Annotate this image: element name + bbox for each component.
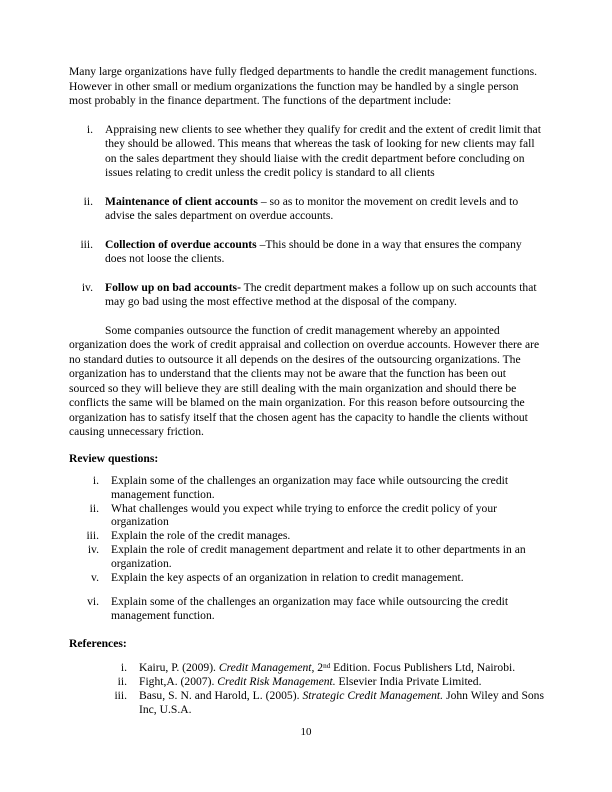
- list-item-text: [105, 238, 544, 267]
- review-questions-heading: Review questions:: [69, 451, 159, 465]
- list-numeral: iii.: [114, 689, 127, 703]
- references-list: [105, 661, 544, 717]
- list-numeral: vi.: [87, 595, 99, 609]
- reference-publisher: John Wiley and Sons Inc, U.S.A.: [139, 689, 544, 717]
- list-item: [75, 474, 544, 502]
- list-numeral: ii.: [89, 501, 99, 515]
- list-item: [69, 281, 544, 310]
- list-item-body: The credit department makes a follow up on such accounts that may go bad using the most effective method at the disposal of the company.: [105, 280, 537, 308]
- page-content: [69, 65, 544, 717]
- list-item-text: Explain the key aspects of an organization in relation to credit management.: [111, 570, 464, 584]
- list-item: [75, 543, 544, 571]
- intro-paragraph: Many large organizations have fully fledged departments to handle the credit management functions. However in other small or medium organizations the function may be handled by a single person most probably in the finance department. The functions of the department include:: [69, 65, 538, 107]
- list-numeral: iii.: [86, 529, 99, 543]
- reference-item: [105, 661, 544, 675]
- list-item: [69, 195, 544, 224]
- list-item-body: Appraising new clients to see whether they qualify for credit and the extent of credit limit that they should be allowed. This means that whereas the task of looking for new clients may fall on the sales department they should liaise with the credit department before concluding on issues relating to credit unless the credit policy is standard to all clients: [105, 122, 541, 179]
- spacer: [69, 651, 544, 661]
- review-questions-list: [75, 474, 544, 623]
- reference-edition-number: 2: [314, 661, 324, 675]
- list-numeral: i.: [92, 474, 99, 487]
- outsourcing-paragraph: Some companies outsource the function of credit management whereby an appointed organization does the work of credit appraisal and collection on overdue accounts. However there are no standard duties to outsource it all depends on the desires of the outsourcing organizations. The organization has to understand that the clients may not be aware that the function has been out sourced so they will believe they are still dealing with the main organization and should there be conflicts the same will be blamed on the main organization. For this reason before outsourcing the organization has to satisfy itself that the chosen agent has the capacity to handle the clients without causing unnecessary friction.: [69, 323, 540, 438]
- list-numeral: i.: [86, 122, 93, 136]
- list-item-text: Explain the role of credit management department and relate it to other departments in an organization.: [111, 542, 526, 570]
- list-item: [75, 595, 544, 623]
- reference-author: Kairu, P. (2009).: [139, 661, 219, 675]
- list-item-text: Explain the role of the credit manages.: [111, 529, 291, 543]
- reference-author: Fight,A. (2007).: [139, 675, 218, 689]
- list-numeral: i.: [120, 661, 127, 675]
- list-numeral: ii.: [83, 194, 93, 208]
- list-item-term: Follow up on bad accounts-: [105, 280, 241, 294]
- reference-title: Credit Management,: [218, 661, 315, 675]
- list-numeral: v.: [91, 570, 99, 584]
- list-numeral: iv.: [81, 280, 93, 294]
- reference-title: Strategic Credit Management.: [302, 689, 444, 703]
- spacer: [69, 109, 544, 123]
- list-item-body: – so as to monitor the movement on credit levels and to advise the sales department on overdue accounts.: [105, 194, 519, 222]
- reference-title: Credit Risk Management.: [217, 675, 336, 689]
- list-item: [75, 502, 544, 530]
- list-item-text: [105, 123, 544, 181]
- list-numeral: iii.: [80, 237, 93, 251]
- list-item: [75, 529, 544, 543]
- spacer: [69, 440, 544, 452]
- list-item-text: [105, 195, 544, 224]
- reference-author: Basu, S. N. and Harold, L. (2005).: [139, 689, 303, 703]
- list-numeral: iv.: [87, 542, 99, 556]
- list-item-term: Maintenance of client accounts: [105, 194, 258, 208]
- list-item-body: –This should be done in a way that ensures the company does not loose the clients.: [105, 237, 522, 265]
- page-number: 10: [300, 726, 312, 738]
- functions-list: [69, 123, 544, 310]
- list-item-term: Collection of overdue accounts: [105, 237, 257, 251]
- references-heading: References:: [69, 636, 127, 650]
- list-item-text: Explain some of the challenges an organization may face while outsourcing the credit management function.: [111, 595, 509, 623]
- reference-text: [139, 689, 544, 717]
- spacer: [69, 310, 544, 324]
- spacer: [69, 623, 544, 637]
- spacer: [69, 466, 544, 474]
- reference-publisher: Elsevier India Private Limited.: [335, 675, 482, 689]
- list-item-text: [105, 281, 544, 310]
- reference-item: [105, 675, 544, 689]
- reference-item: [105, 689, 544, 717]
- list-item: [75, 571, 544, 585]
- list-numeral: ii.: [117, 675, 127, 689]
- list-item: [69, 238, 544, 267]
- list-item-text: Explain some of the challenges an organization may face while outsourcing the credit management function.: [111, 474, 509, 501]
- reference-edition-superscript: nd: [323, 662, 331, 671]
- reference-text: [139, 675, 544, 689]
- list-item-text: What challenges would you expect while trying to enforce the credit policy of your organization: [111, 501, 498, 529]
- reference-publisher: Edition. Focus Publishers Ltd, Nairobi.: [330, 661, 516, 675]
- list-item: [69, 123, 544, 181]
- reference-text: [139, 661, 544, 675]
